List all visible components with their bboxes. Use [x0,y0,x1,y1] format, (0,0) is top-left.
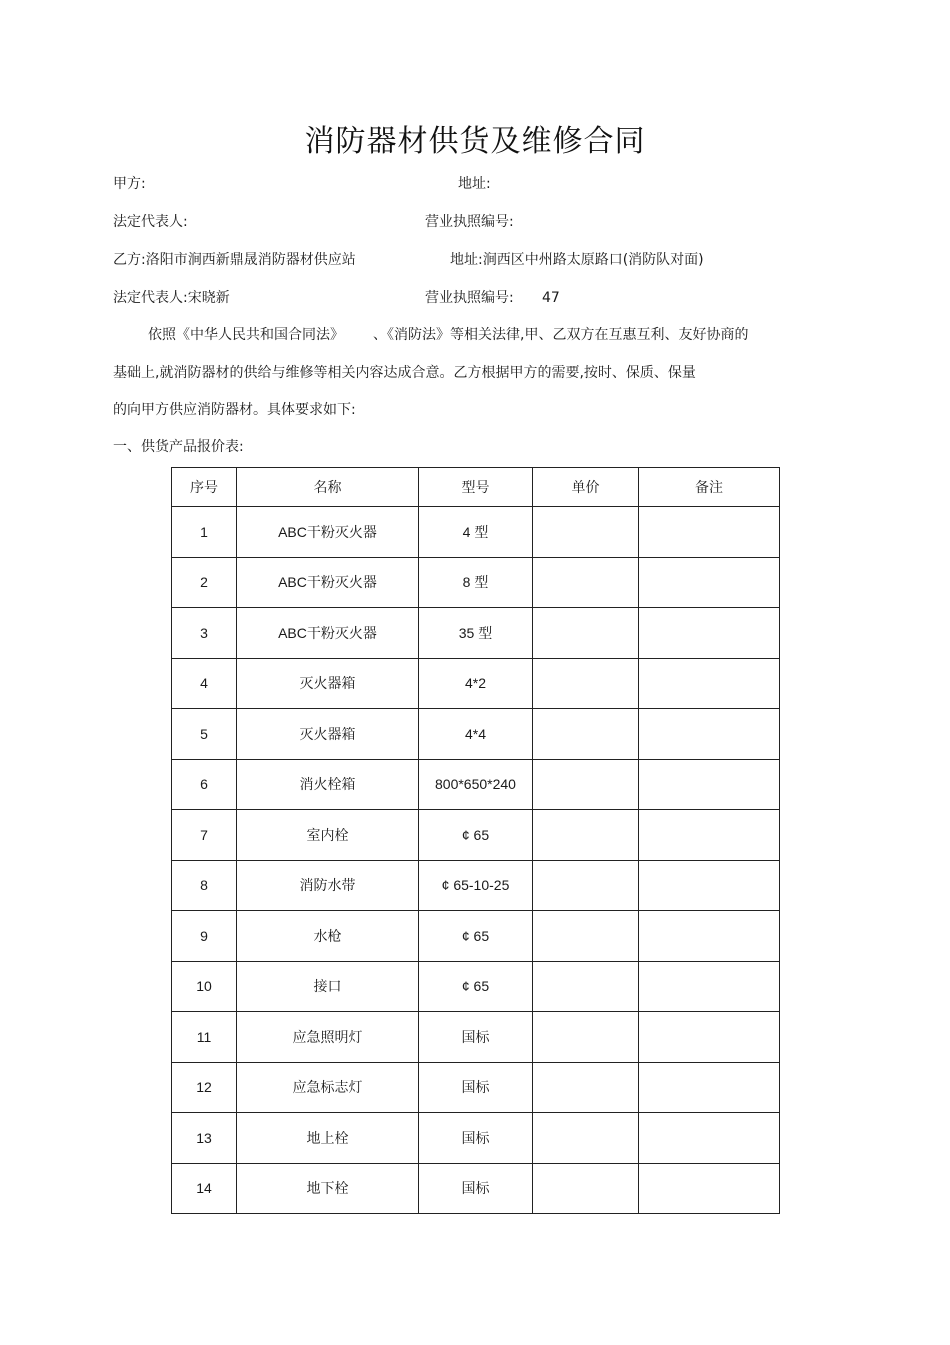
cell-index: 2 [172,557,237,608]
table-row [172,911,780,962]
header-model: 型号 [419,468,533,507]
cell-model: 35 型 [419,608,533,659]
cell-name: 消防水带 [237,860,419,911]
cell-name: 灭火器箱 [237,709,419,760]
quote-table [171,467,780,1214]
cell-index: 1 [172,507,237,558]
cell-index: 6 [172,759,237,810]
party-a-label: 甲方: [113,176,146,192]
cell-remarks [639,1012,780,1063]
cell-remarks [639,608,780,659]
header-name: 名称 [237,468,419,507]
cell-model: 800*650*240 [419,759,533,810]
cell-name: 地下栓 [237,1163,419,1214]
table-row [172,1163,780,1214]
cell-remarks [639,1062,780,1113]
table-row [172,860,780,911]
table-row [172,1113,780,1164]
cell-unit-price [533,810,639,861]
cell-name: 应急照明灯 [237,1012,419,1063]
cell-index: 10 [172,961,237,1012]
party-b-address: 地址:涧西区中州路太原路口(消防队对面) [450,252,704,268]
cell-unit-price [533,608,639,659]
table-row [172,608,780,659]
party-b-license-label: 营业执照编号: [425,290,514,306]
header-index: 序号 [172,468,237,507]
cell-remarks [639,507,780,558]
cell-index: 5 [172,709,237,760]
cell-model: 4 型 [419,507,533,558]
table-row [172,507,780,558]
cell-unit-price [533,1012,639,1063]
cell-model: 4*2 [419,658,533,709]
body-paragraph-2: 基础上,就消防器材的供给与维修等相关内容达成合意。乙方根据甲方的需要,按时、保质、保量 [113,365,696,381]
body-paragraph-1b: 、《消防法》等相关法律,甲、乙双方在互惠互利、友好协商的 [373,327,749,343]
cell-name: 接口 [237,961,419,1012]
table-row [172,658,780,709]
cell-model: ¢ 65 [419,911,533,962]
cell-remarks [639,658,780,709]
cell-remarks [639,860,780,911]
cell-unit-price [533,557,639,608]
cell-model: 8 型 [419,557,533,608]
cell-unit-price [533,860,639,911]
header-remarks: 备注 [639,468,780,507]
cell-remarks [639,911,780,962]
header-unit-price: 单价 [533,468,639,507]
cell-remarks [639,709,780,760]
cell-name: ABC干粉灭火器 [237,507,419,558]
cell-remarks [639,1163,780,1214]
cell-index: 11 [172,1012,237,1063]
table-row [172,810,780,861]
party-b-rep: 法定代表人:宋晓新 [113,290,230,306]
cell-index: 7 [172,810,237,861]
cell-remarks [639,810,780,861]
cell-unit-price [533,1113,639,1164]
cell-model: ¢ 65 [419,810,533,861]
cell-unit-price [533,658,639,709]
document-title: 消防器材供货及维修合同 [304,124,646,159]
table-row [172,709,780,760]
cell-model: ¢ 65-10-25 [419,860,533,911]
cell-unit-price [533,961,639,1012]
cell-model: 国标 [419,1062,533,1113]
cell-name: 灭火器箱 [237,658,419,709]
cell-unit-price [533,709,639,760]
body-paragraph-3: 的向甲方供应消防器材。具体要求如下: [113,402,356,418]
table-row [172,1012,780,1063]
table-row [172,1062,780,1113]
table-row [172,759,780,810]
table-header-row [172,468,780,507]
cell-model: 国标 [419,1163,533,1214]
cell-name: 室内栓 [237,810,419,861]
cell-index: 9 [172,911,237,962]
party-b-name: 乙方:洛阳市涧西新鼎晟消防器材供应站 [113,252,356,268]
cell-unit-price [533,507,639,558]
cell-remarks [639,759,780,810]
cell-index: 8 [172,860,237,911]
body-paragraph-1a: 依照《中华人民共和国合同法》 [148,327,344,343]
section-heading-quote: 一、供货产品报价表: [113,439,244,455]
cell-remarks [639,1113,780,1164]
cell-name: 消火栓箱 [237,759,419,810]
party-b-license-value: 47 [542,290,560,306]
cell-name: ABC干粉灭火器 [237,557,419,608]
cell-model: ¢ 65 [419,961,533,1012]
cell-name: 应急标志灯 [237,1062,419,1113]
cell-model: 4*4 [419,709,533,760]
cell-unit-price [533,1163,639,1214]
cell-name: 水枪 [237,911,419,962]
table-row [172,557,780,608]
party-a-rep-label: 法定代表人: [113,214,188,230]
cell-name: 地上栓 [237,1113,419,1164]
cell-index: 14 [172,1163,237,1214]
cell-remarks [639,961,780,1012]
cell-index: 13 [172,1113,237,1164]
cell-index: 12 [172,1062,237,1113]
cell-index: 4 [172,658,237,709]
cell-model: 国标 [419,1012,533,1063]
cell-name: ABC干粉灭火器 [237,608,419,659]
party-a-address-label: 地址: [458,176,491,192]
table-row [172,961,780,1012]
cell-index: 3 [172,608,237,659]
cell-model: 国标 [419,1113,533,1164]
party-a-license-label: 营业执照编号: [425,214,514,230]
cell-unit-price [533,759,639,810]
cell-remarks [639,557,780,608]
cell-unit-price [533,1062,639,1113]
cell-unit-price [533,911,639,962]
